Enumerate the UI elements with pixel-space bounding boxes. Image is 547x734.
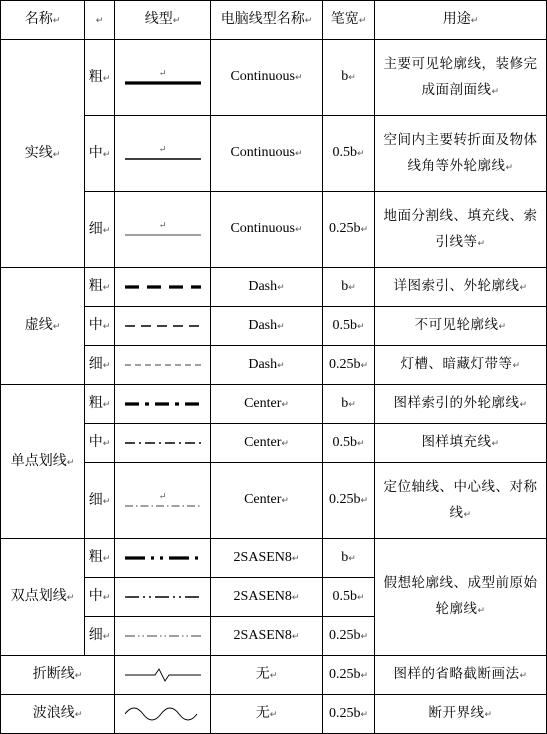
width-cell: 0.25b↵ [323, 617, 375, 656]
cad-name-cell: 无↵ [211, 656, 323, 695]
line-swatch-dashed-thin [115, 346, 211, 385]
table-row [1, 656, 547, 695]
line-swatch-break [115, 656, 211, 695]
cad-name-cell: 2SASEN8↵ [211, 617, 323, 656]
cad-name-cell: Dash↵ [211, 346, 323, 385]
group-cell-solid: 实线↵ [1, 40, 85, 268]
cad-name-cell: Center↵ [211, 385, 323, 424]
usage-cell: 图样填充线↵ [375, 424, 547, 463]
header-weight: ↵ [85, 1, 115, 40]
weight-cell: 粗↵ [85, 385, 115, 424]
usage-cell: 图样的省略截断画法↵ [375, 656, 547, 695]
line-swatch-solid-thin: ↵ [115, 192, 211, 268]
width-cell: 0.25b↵ [323, 695, 375, 734]
width-cell: 0.25b↵ [323, 463, 375, 539]
table-row [1, 40, 547, 116]
weight-cell: 中↵ [85, 116, 115, 192]
weight-cell: 细↵ [85, 617, 115, 656]
usage-cell-double: 假想轮廓线、成型前原始轮廓线↵ [375, 539, 547, 656]
line-swatch-center-medium [115, 424, 211, 463]
width-cell: 0.25b↵ [323, 192, 375, 268]
weight-cell: 粗↵ [85, 539, 115, 578]
weight-cell: 细↵ [85, 192, 115, 268]
line-swatch-double-thick [115, 539, 211, 578]
weight-cell: 细↵ [85, 463, 115, 539]
usage-cell: 定位轴线、中心线、对称线↵ [375, 463, 547, 539]
header-name: 名称↵ [1, 1, 85, 40]
line-swatch-double-medium [115, 578, 211, 617]
weight-cell: 中↵ [85, 424, 115, 463]
width-cell: 0.5b↵ [323, 116, 375, 192]
table-row [1, 268, 547, 307]
width-cell: b↵ [323, 385, 375, 424]
usage-cell: 断开界线↵ [375, 695, 547, 734]
width-cell: 0.25b↵ [323, 656, 375, 695]
cad-name-cell: Continuous↵ [211, 192, 323, 268]
header-usage: 用途↵ [375, 1, 547, 40]
weight-cell: 粗↵ [85, 40, 115, 116]
weight-cell: 细↵ [85, 346, 115, 385]
group-cell-center: 单点划线↵ [1, 385, 85, 539]
table-row [1, 385, 547, 424]
width-cell: 0.5b↵ [323, 307, 375, 346]
header-width: 笔宽↵ [323, 1, 375, 40]
cad-name-cell: 2SASEN8↵ [211, 578, 323, 617]
group-cell-dashed: 虚线↵ [1, 268, 85, 385]
width-cell: 0.25b↵ [323, 346, 375, 385]
table-row [1, 695, 547, 734]
cad-name-cell: 2SASEN8↵ [211, 539, 323, 578]
line-swatch-center-thin: ↵ [115, 463, 211, 539]
line-swatch-solid-medium: ↵ [115, 116, 211, 192]
header-cad-name: 电脑线型名称↵ [211, 1, 323, 40]
width-cell: b↵ [323, 268, 375, 307]
line-swatch-double-thin [115, 617, 211, 656]
group-cell-break: 折断线↵ [1, 656, 115, 695]
cad-name-cell: Center↵ [211, 424, 323, 463]
cad-name-cell: Dash↵ [211, 307, 323, 346]
table-row [1, 539, 547, 578]
line-swatch-solid-thick: ↵ [115, 40, 211, 116]
header-row [1, 1, 547, 40]
weight-cell: 粗↵ [85, 268, 115, 307]
usage-cell: 不可见轮廓线↵ [375, 307, 547, 346]
cad-name-cell: Dash↵ [211, 268, 323, 307]
usage-cell: 主要可见轮廓线，装修完成面剖面线↵ [375, 40, 547, 116]
width-cell: 0.5b↵ [323, 578, 375, 617]
line-swatch-wave [115, 695, 211, 734]
line-swatch-center-thick [115, 385, 211, 424]
width-cell: b↵ [323, 40, 375, 116]
width-cell: b↵ [323, 539, 375, 578]
cad-name-cell: Continuous↵ [211, 40, 323, 116]
line-swatch-dashed-medium [115, 307, 211, 346]
weight-cell: 中↵ [85, 307, 115, 346]
usage-cell: 空间内主要转折面及物体线角等外轮廓线↵ [375, 116, 547, 192]
line-swatch-dashed-thick [115, 268, 211, 307]
weight-cell: 中↵ [85, 578, 115, 617]
width-cell: 0.5b↵ [323, 424, 375, 463]
cad-name-cell: 无↵ [211, 695, 323, 734]
usage-cell: 详图索引、外轮廓线↵ [375, 268, 547, 307]
usage-cell: 灯槽、暗藏灯带等↵ [375, 346, 547, 385]
group-cell-double-center: 双点划线↵ [1, 539, 85, 656]
cad-name-cell: Center↵ [211, 463, 323, 539]
header-line-type: 线型↵ [115, 1, 211, 40]
group-cell-wave: 波浪线↵ [1, 695, 115, 734]
usage-cell: 地面分割线、填充线、索引线等↵ [375, 192, 547, 268]
cad-name-cell: Continuous↵ [211, 116, 323, 192]
usage-cell: 图样索引的外轮廓线↵ [375, 385, 547, 424]
